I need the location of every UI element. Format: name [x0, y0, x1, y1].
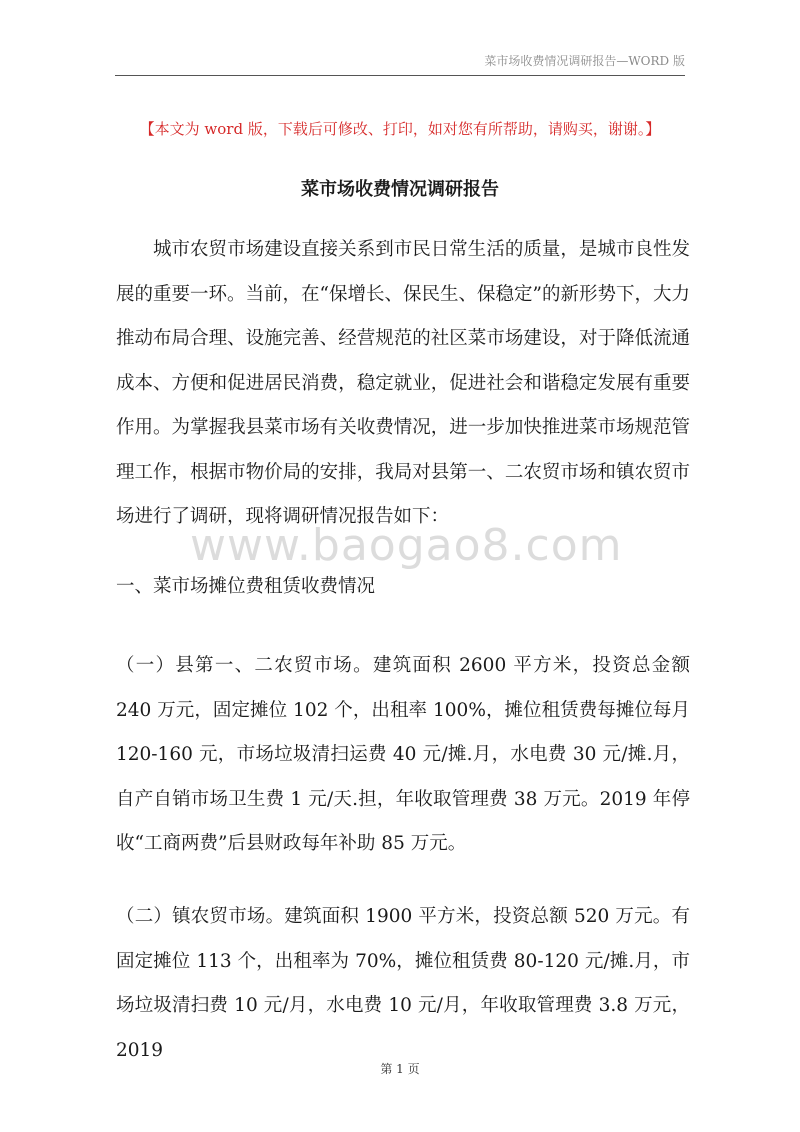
- section-heading: 一、菜市场摊位费租赁收费情况: [116, 576, 376, 597]
- page-number: 第 1 页: [380, 1062, 420, 1076]
- running-header: 菜市场收费情况调研报告—WORD 版: [115, 52, 685, 76]
- item-paragraph-1: （一）县第一、二农贸市场。建筑面积 2600 平方米，投资总金额 240 万元，固定摊位 102 个，出租率 100%，摊位租赁费每摊位每月 120-160 元，市场垃圾清扫运费 40 元/摊.月，水电费 30 元/摊.月，自产自销市场卫生费 1 元/天.担，年收取管理费 38 万元。2019 年停收“工商两费”后县财政每年补助 85 万元。: [116, 655, 690, 854]
- watermark: www.baogao8.com: [190, 520, 623, 571]
- download-notice: 【本文为 word 版，下载后可修改、打印，如对您有所帮助，请购买，谢谢。】: [139, 120, 661, 138]
- intro-paragraph: 城市农贸市场建设直接关系到市民日常生活的质量，是城市良性发展的重要一环。当前，在“保增长、保民生、保稳定”的新形势下，大力推动布局合理、设施完善、经营规范的社区菜市场建设，对于降低流通成本、方便和促进居民消费，稳定就业，促进社会和谐稳定发展有重要作用。为掌握我县菜市场有关收费情况，进一步加快推进菜市场规范管理工作，根据市物价局的安排，我局对县第一、二农贸市场和镇农贸市场进行了调研，现将调研情况报告如下：: [116, 239, 690, 527]
- item-paragraph-2: （二）镇农贸市场。建筑面积 1900 平方米，投资总额 520 万元。有固定摊位 113 个，出租率为 70%，摊位租赁费 80-120 元/摊.月，市场垃圾清扫费 10 元/月，水电费 10 元/月，年收取管理费 3.8 万元，2019: [116, 906, 690, 1061]
- document-title: 菜市场收费情况调研报告: [301, 179, 499, 200]
